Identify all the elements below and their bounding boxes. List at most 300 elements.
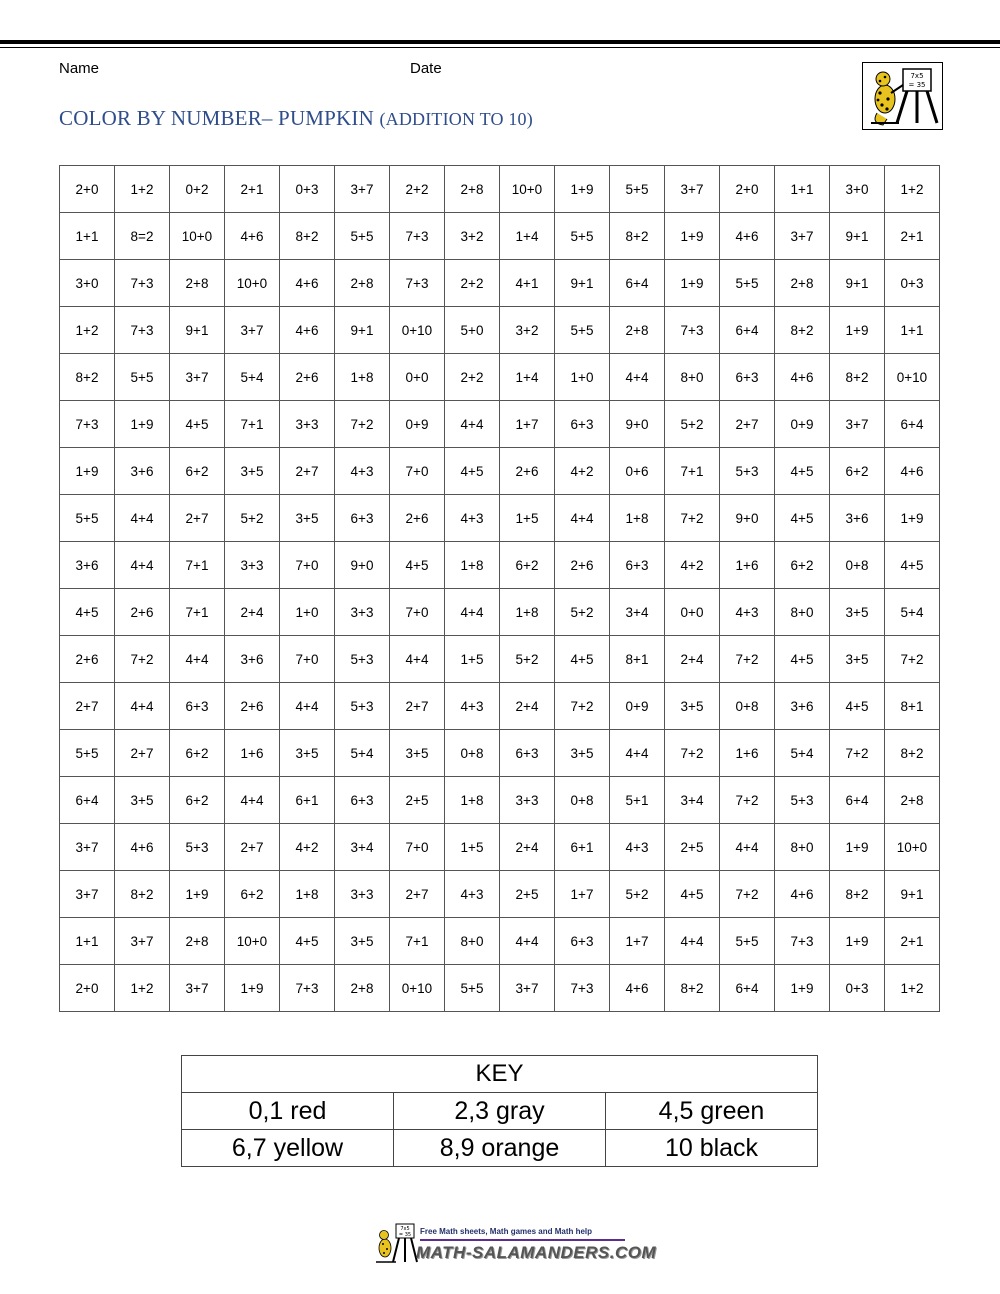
grid-cell[interactable]: 0+9 (610, 683, 665, 730)
grid-cell[interactable]: 2+6 (225, 683, 280, 730)
key-row (182, 1093, 818, 1130)
grid-cell[interactable]: 3+5 (115, 777, 170, 824)
grid-cell[interactable]: 1+8 (445, 777, 500, 824)
grid-cell[interactable]: 2+0 (60, 166, 115, 213)
grid-cell[interactable]: 2+7 (720, 401, 775, 448)
grid-cell[interactable]: 7+3 (555, 965, 610, 1012)
grid-cell[interactable]: 3+5 (830, 589, 885, 636)
grid-cell[interactable]: 1+9 (830, 918, 885, 965)
grid-cell[interactable]: 4+4 (115, 542, 170, 589)
grid-cell[interactable]: 1+2 (115, 166, 170, 213)
grid-cell[interactable]: 1+5 (500, 495, 555, 542)
grid-cell[interactable]: 1+8 (500, 589, 555, 636)
grid-cell[interactable]: 7+2 (665, 495, 720, 542)
grid-cell[interactable]: 2+4 (665, 636, 720, 683)
grid-cell[interactable]: 9+1 (555, 260, 610, 307)
grid-cell[interactable]: 1+9 (885, 495, 940, 542)
grid-cell[interactable]: 0+0 (390, 354, 445, 401)
grid-cell[interactable]: 2+4 (500, 824, 555, 871)
grid-cell[interactable]: 3+7 (225, 307, 280, 354)
grid-cell[interactable]: 6+2 (170, 730, 225, 777)
grid-row (60, 589, 940, 636)
grid-cell[interactable]: 1+6 (720, 730, 775, 777)
grid-cell[interactable]: 2+2 (445, 354, 500, 401)
grid-cell[interactable]: 5+1 (610, 777, 665, 824)
grid-cell[interactable]: 8+2 (830, 871, 885, 918)
grid-cell[interactable]: 7+3 (775, 918, 830, 965)
date-label: Date (410, 60, 442, 77)
grid-cell[interactable]: 7+3 (60, 401, 115, 448)
grid-cell[interactable]: 3+0 (830, 166, 885, 213)
grid-cell[interactable]: 7+0 (280, 636, 335, 683)
grid-cell[interactable]: 8+2 (830, 354, 885, 401)
grid-cell[interactable]: 8+2 (115, 871, 170, 918)
grid-cell[interactable]: 4+2 (280, 824, 335, 871)
grid-cell[interactable]: 7+0 (390, 448, 445, 495)
grid-cell[interactable]: 3+7 (115, 918, 170, 965)
grid-cell[interactable]: 3+2 (500, 307, 555, 354)
grid-cell[interactable]: 1+9 (830, 824, 885, 871)
grid-cell[interactable]: 1+0 (280, 589, 335, 636)
grid-cell[interactable]: 1+4 (500, 354, 555, 401)
grid-cell[interactable]: 2+8 (335, 260, 390, 307)
grid-cell[interactable]: 5+2 (610, 871, 665, 918)
grid-cell[interactable]: 7+3 (665, 307, 720, 354)
grid-cell[interactable]: 3+6 (115, 448, 170, 495)
grid-cell[interactable]: 3+3 (335, 589, 390, 636)
top-rule-thin (0, 47, 1000, 48)
grid-cell[interactable]: 6+2 (170, 777, 225, 824)
grid-cell[interactable]: 4+4 (445, 589, 500, 636)
grid-cell[interactable]: 1+8 (280, 871, 335, 918)
grid-cell[interactable]: 3+4 (335, 824, 390, 871)
grid-cell[interactable]: 2+0 (720, 166, 775, 213)
grid-cell[interactable]: 4+6 (720, 213, 775, 260)
grid-cell[interactable]: 2+7 (170, 495, 225, 542)
grid-cell[interactable]: 6+2 (225, 871, 280, 918)
grid-cell[interactable]: 3+5 (280, 730, 335, 777)
grid-cell[interactable]: 8+2 (280, 213, 335, 260)
grid-cell[interactable]: 6+3 (170, 683, 225, 730)
grid-cell[interactable]: 0+6 (610, 448, 665, 495)
grid-cell[interactable]: 4+3 (720, 589, 775, 636)
grid-cell[interactable]: 1+1 (775, 166, 830, 213)
grid-cell[interactable]: 5+2 (555, 589, 610, 636)
grid-cell[interactable]: 3+7 (665, 166, 720, 213)
grid-cell[interactable]: 2+0 (60, 965, 115, 1012)
grid-cell[interactable]: 3+7 (170, 965, 225, 1012)
grid-cell[interactable]: 4+4 (280, 683, 335, 730)
grid-cell[interactable]: 4+4 (390, 636, 445, 683)
grid-cell[interactable]: 3+0 (60, 260, 115, 307)
key-cell-gray: 2,3 gray (394, 1093, 606, 1130)
grid-cell[interactable]: 7+2 (830, 730, 885, 777)
grid-cell[interactable]: 5+5 (720, 260, 775, 307)
grid-cell[interactable]: 5+5 (60, 495, 115, 542)
grid-cell[interactable]: 4+1 (500, 260, 555, 307)
grid-cell[interactable]: 7+2 (555, 683, 610, 730)
grid-cell[interactable]: 2+1 (885, 213, 940, 260)
grid-cell[interactable]: 1+8 (610, 495, 665, 542)
grid-cell[interactable]: 7+2 (115, 636, 170, 683)
grid-cell[interactable]: 3+3 (280, 401, 335, 448)
grid-cell[interactable]: 4+6 (225, 213, 280, 260)
grid-cell[interactable]: 10+0 (500, 166, 555, 213)
grid-cell[interactable]: 4+2 (665, 542, 720, 589)
grid-cell[interactable]: 6+4 (885, 401, 940, 448)
grid-cell[interactable]: 7+3 (115, 260, 170, 307)
grid-cell[interactable]: 5+5 (115, 354, 170, 401)
grid-cell[interactable]: 3+3 (225, 542, 280, 589)
grid-row (60, 495, 940, 542)
grid-cell[interactable]: 0+8 (830, 542, 885, 589)
grid-cell[interactable]: 9+1 (830, 213, 885, 260)
grid-cell[interactable]: 7+2 (885, 636, 940, 683)
grid-cell[interactable]: 4+4 (225, 777, 280, 824)
grid-cell[interactable]: 4+4 (115, 683, 170, 730)
grid-cell[interactable]: 1+0 (555, 354, 610, 401)
grid-cell[interactable]: 9+1 (830, 260, 885, 307)
grid-cell[interactable]: 2+8 (445, 166, 500, 213)
grid-cell[interactable]: 1+9 (115, 401, 170, 448)
grid-cell[interactable]: 3+5 (335, 918, 390, 965)
grid-cell[interactable]: 4+6 (610, 965, 665, 1012)
grid-cell[interactable]: 5+5 (555, 307, 610, 354)
grid-cell[interactable]: 10+0 (225, 918, 280, 965)
grid-cell[interactable]: 0+9 (775, 401, 830, 448)
grid-cell[interactable]: 5+5 (60, 730, 115, 777)
grid-cell[interactable]: 1+2 (885, 965, 940, 1012)
grid-cell[interactable]: 3+7 (830, 401, 885, 448)
grid-cell[interactable]: 6+2 (500, 542, 555, 589)
key-cell-green: 4,5 green (606, 1093, 818, 1130)
grid-cell[interactable]: 6+3 (720, 354, 775, 401)
grid-cell[interactable]: 9+0 (720, 495, 775, 542)
grid-cell[interactable]: 6+4 (830, 777, 885, 824)
grid-cell[interactable]: 5+2 (500, 636, 555, 683)
grid-cell[interactable]: 1+1 (60, 918, 115, 965)
grid-cell[interactable]: 0+2 (170, 166, 225, 213)
grid-cell[interactable]: 3+5 (665, 683, 720, 730)
grid-cell[interactable]: 2+7 (390, 871, 445, 918)
grid-cell[interactable]: 3+5 (390, 730, 445, 777)
grid-cell[interactable]: 6+4 (720, 965, 775, 1012)
grid-cell[interactable]: 6+3 (335, 777, 390, 824)
grid-cell[interactable]: 4+6 (775, 354, 830, 401)
grid-cell[interactable]: 5+2 (665, 401, 720, 448)
grid-cell[interactable]: 4+5 (60, 589, 115, 636)
grid-cell[interactable]: 4+2 (555, 448, 610, 495)
grid-cell[interactable]: 6+2 (830, 448, 885, 495)
grid-cell[interactable]: 5+3 (170, 824, 225, 871)
grid-cell[interactable]: 6+2 (170, 448, 225, 495)
grid-cell[interactable]: 5+4 (225, 354, 280, 401)
grid-cell[interactable]: 4+6 (885, 448, 940, 495)
grid-cell[interactable]: 2+2 (390, 166, 445, 213)
grid-cell[interactable]: 8+2 (775, 307, 830, 354)
grid-cell[interactable]: 4+4 (720, 824, 775, 871)
grid-cell[interactable]: 1+9 (775, 965, 830, 1012)
grid-cell[interactable]: 2+1 (225, 166, 280, 213)
grid-row (60, 307, 940, 354)
grid-cell[interactable]: 6+2 (775, 542, 830, 589)
grid-cell[interactable]: 4+5 (555, 636, 610, 683)
grid-cell[interactable]: 8+2 (60, 354, 115, 401)
grid-cell[interactable]: 6+4 (720, 307, 775, 354)
grid-cell[interactable]: 8+2 (885, 730, 940, 777)
grid-cell[interactable]: 5+5 (335, 213, 390, 260)
grid-cell[interactable]: 3+5 (280, 495, 335, 542)
grid-cell[interactable]: 3+7 (170, 354, 225, 401)
grid-cell[interactable]: 2+7 (115, 730, 170, 777)
grid-cell[interactable]: 0+10 (885, 354, 940, 401)
grid-cell[interactable]: 4+5 (775, 636, 830, 683)
grid-cell[interactable]: 4+6 (115, 824, 170, 871)
grid-cell[interactable]: 4+4 (500, 918, 555, 965)
grid-cell[interactable]: 2+6 (60, 636, 115, 683)
grid-cell[interactable]: 4+5 (170, 401, 225, 448)
grid-cell[interactable]: 1+9 (225, 965, 280, 1012)
grid-cell[interactable]: 4+4 (170, 636, 225, 683)
grid-cell[interactable]: 7+2 (665, 730, 720, 777)
grid-cell[interactable]: 7+0 (390, 589, 445, 636)
grid-cell[interactable]: 0+10 (390, 965, 445, 1012)
grid-cell[interactable]: 9+1 (885, 871, 940, 918)
grid-cell[interactable]: 1+9 (665, 260, 720, 307)
grid-cell[interactable]: 1+7 (555, 871, 610, 918)
grid-cell[interactable]: 5+5 (555, 213, 610, 260)
grid-cell[interactable]: 10+0 (225, 260, 280, 307)
grid-cell[interactable]: 0+3 (885, 260, 940, 307)
grid-row (60, 824, 940, 871)
title-main: COLOR BY NUMBER– PUMPKIN (59, 106, 380, 130)
grid-cell[interactable]: 4+4 (555, 495, 610, 542)
grid-cell[interactable]: 9+0 (610, 401, 665, 448)
grid-cell[interactable]: 4+4 (665, 918, 720, 965)
grid-cell[interactable]: 2+5 (500, 871, 555, 918)
grid-cell[interactable]: 5+2 (225, 495, 280, 542)
grid-cell[interactable]: 4+4 (610, 730, 665, 777)
grid-cell[interactable]: 3+7 (775, 213, 830, 260)
grid-cell[interactable]: 7+1 (170, 542, 225, 589)
grid-cell[interactable]: 0+3 (280, 166, 335, 213)
grid-cell[interactable]: 3+2 (445, 213, 500, 260)
grid-cell[interactable]: 4+5 (445, 448, 500, 495)
page-title (59, 106, 533, 131)
grid-cell[interactable]: 0+10 (390, 307, 445, 354)
grid-cell[interactable]: 1+9 (60, 448, 115, 495)
grid-cell[interactable]: 2+8 (885, 777, 940, 824)
grid-cell[interactable]: 2+5 (665, 824, 720, 871)
grid-cell[interactable]: 4+5 (390, 542, 445, 589)
grid-cell[interactable]: 2+6 (390, 495, 445, 542)
grid-cell[interactable]: 0+8 (720, 683, 775, 730)
grid-cell[interactable]: 1+9 (555, 166, 610, 213)
grid-cell[interactable]: 1+6 (720, 542, 775, 589)
grid-cell[interactable]: 3+5 (830, 636, 885, 683)
grid-cell[interactable]: 5+3 (775, 777, 830, 824)
grid-cell[interactable]: 1+7 (610, 918, 665, 965)
grid-cell[interactable]: 2+6 (500, 448, 555, 495)
grid-cell[interactable]: 2+8 (775, 260, 830, 307)
grid-cell[interactable]: 2+4 (500, 683, 555, 730)
grid-cell[interactable]: 8+2 (665, 965, 720, 1012)
grid-cell[interactable]: 4+4 (610, 354, 665, 401)
grid-cell[interactable]: 7+2 (720, 777, 775, 824)
grid-cell[interactable]: 6+4 (610, 260, 665, 307)
grid-cell[interactable]: 5+4 (885, 589, 940, 636)
grid-cell[interactable]: 3+3 (500, 777, 555, 824)
grid-cell[interactable]: 3+6 (830, 495, 885, 542)
grid-cell[interactable]: 2+7 (280, 448, 335, 495)
grid-cell[interactable]: 7+2 (720, 636, 775, 683)
grid-cell[interactable]: 1+7 (500, 401, 555, 448)
grid-cell[interactable]: 2+7 (225, 824, 280, 871)
grid-row (60, 542, 940, 589)
grid-cell[interactable]: 0+8 (445, 730, 500, 777)
grid-cell[interactable]: 3+5 (555, 730, 610, 777)
grid-cell[interactable]: 3+4 (610, 589, 665, 636)
grid-cell[interactable]: 2+5 (390, 777, 445, 824)
grid-cell[interactable]: 3+6 (225, 636, 280, 683)
grid-cell[interactable]: 7+3 (115, 307, 170, 354)
grid-cell[interactable]: 4+5 (775, 495, 830, 542)
grid-cell[interactable]: 8+1 (885, 683, 940, 730)
grid-cell[interactable]: 3+3 (335, 871, 390, 918)
grid-cell[interactable]: 7+1 (665, 448, 720, 495)
grid-cell[interactable]: 6+3 (500, 730, 555, 777)
grid-cell[interactable]: 8+2 (610, 213, 665, 260)
grid-cell[interactable]: 7+1 (225, 401, 280, 448)
grid-cell[interactable]: 3+5 (225, 448, 280, 495)
grid-cell[interactable]: 2+8 (170, 918, 225, 965)
grid-cell[interactable]: 5+4 (775, 730, 830, 777)
grid-cell[interactable]: 4+3 (445, 495, 500, 542)
grid-cell[interactable]: 6+3 (335, 495, 390, 542)
grid-cell[interactable]: 7+0 (390, 824, 445, 871)
grid-cell[interactable]: 8=2 (115, 213, 170, 260)
grid-cell[interactable]: 4+3 (335, 448, 390, 495)
grid-cell[interactable]: 4+5 (830, 683, 885, 730)
grid-cell[interactable]: 4+6 (280, 260, 335, 307)
grid-cell[interactable]: 1+9 (665, 213, 720, 260)
grid-cell[interactable]: 2+2 (445, 260, 500, 307)
grid-cell[interactable]: 3+6 (60, 542, 115, 589)
grid-cell[interactable]: 1+9 (170, 871, 225, 918)
grid-cell[interactable]: 7+2 (720, 871, 775, 918)
grid-cell[interactable]: 2+8 (335, 965, 390, 1012)
grid-cell[interactable]: 8+0 (665, 354, 720, 401)
grid-cell[interactable]: 6+3 (555, 918, 610, 965)
grid-cell[interactable]: 1+2 (115, 965, 170, 1012)
grid-cell[interactable]: 7+1 (170, 589, 225, 636)
grid-cell[interactable]: 1+1 (885, 307, 940, 354)
grid-cell[interactable]: 8+0 (445, 918, 500, 965)
grid-cell[interactable]: 4+4 (445, 401, 500, 448)
grid-cell[interactable]: 6+1 (555, 824, 610, 871)
grid-cell[interactable]: 4+5 (665, 871, 720, 918)
grid-cell[interactable]: 5+4 (335, 730, 390, 777)
grid-cell[interactable]: 9+1 (170, 307, 225, 354)
grid-cell[interactable]: 2+6 (555, 542, 610, 589)
grid-cell[interactable]: 3+7 (60, 824, 115, 871)
grid-cell[interactable]: 2+7 (60, 683, 115, 730)
grid-cell[interactable]: 5+5 (445, 965, 500, 1012)
grid-cell[interactable]: 2+4 (225, 589, 280, 636)
grid-cell[interactable]: 5+3 (335, 636, 390, 683)
grid-cell[interactable]: 2+8 (170, 260, 225, 307)
grid-cell[interactable]: 7+3 (390, 213, 445, 260)
grid-cell[interactable]: 6+3 (555, 401, 610, 448)
grid-cell[interactable]: 7+3 (390, 260, 445, 307)
grid-cell[interactable]: 2+6 (115, 589, 170, 636)
grid-cell[interactable]: 2+1 (885, 918, 940, 965)
grid-cell[interactable]: 4+6 (280, 307, 335, 354)
grid-cell[interactable]: 6+1 (280, 777, 335, 824)
grid-cell[interactable]: 1+6 (225, 730, 280, 777)
grid-cell[interactable]: 4+5 (775, 448, 830, 495)
grid-cell[interactable]: 7+1 (390, 918, 445, 965)
grid-cell[interactable]: 4+5 (280, 918, 335, 965)
grid-cell[interactable]: 10+0 (885, 824, 940, 871)
grid-cell[interactable]: 5+5 (610, 166, 665, 213)
grid-cell[interactable]: 3+7 (60, 871, 115, 918)
grid-cell[interactable]: 1+8 (445, 542, 500, 589)
grid-cell[interactable]: 0+9 (390, 401, 445, 448)
grid-cell[interactable]: 1+8 (335, 354, 390, 401)
grid-cell[interactable]: 5+0 (445, 307, 500, 354)
grid-cell[interactable]: 6+4 (60, 777, 115, 824)
grid-cell[interactable]: 1+1 (60, 213, 115, 260)
grid-cell[interactable]: 9+1 (335, 307, 390, 354)
grid-cell[interactable]: 1+2 (885, 166, 940, 213)
grid-cell[interactable]: 1+9 (830, 307, 885, 354)
grid-cell[interactable]: 1+4 (500, 213, 555, 260)
grid-cell[interactable]: 7+3 (280, 965, 335, 1012)
grid-cell[interactable]: 0+8 (555, 777, 610, 824)
grid-cell[interactable]: 2+7 (390, 683, 445, 730)
grid-cell[interactable]: 0+0 (665, 589, 720, 636)
grid-cell[interactable]: 4+3 (610, 824, 665, 871)
grid-cell[interactable]: 4+3 (445, 871, 500, 918)
grid-cell[interactable]: 9+0 (335, 542, 390, 589)
grid-cell[interactable]: 10+0 (170, 213, 225, 260)
grid-cell[interactable]: 6+3 (610, 542, 665, 589)
grid-cell[interactable]: 2+6 (280, 354, 335, 401)
grid-cell[interactable]: 2+8 (610, 307, 665, 354)
grid-cell[interactable]: 1+5 (445, 824, 500, 871)
grid-cell[interactable]: 8+0 (775, 824, 830, 871)
grid-cell[interactable]: 5+3 (335, 683, 390, 730)
grid-cell[interactable]: 0+3 (830, 965, 885, 1012)
grid-cell[interactable]: 3+7 (335, 166, 390, 213)
grid-cell[interactable]: 3+6 (775, 683, 830, 730)
grid-cell[interactable]: 3+7 (500, 965, 555, 1012)
grid-cell[interactable]: 8+1 (610, 636, 665, 683)
grid-cell[interactable]: 1+2 (60, 307, 115, 354)
grid-cell[interactable]: 4+4 (115, 495, 170, 542)
grid-cell[interactable]: 4+5 (885, 542, 940, 589)
grid-cell[interactable]: 4+6 (775, 871, 830, 918)
grid-cell[interactable]: 8+0 (775, 589, 830, 636)
grid-cell[interactable]: 3+4 (665, 777, 720, 824)
grid-cell[interactable]: 7+2 (335, 401, 390, 448)
grid-cell[interactable]: 5+3 (720, 448, 775, 495)
grid-cell[interactable]: 1+5 (445, 636, 500, 683)
grid-cell[interactable]: 5+5 (720, 918, 775, 965)
grid-cell[interactable]: 4+3 (445, 683, 500, 730)
grid-cell[interactable]: 7+0 (280, 542, 335, 589)
